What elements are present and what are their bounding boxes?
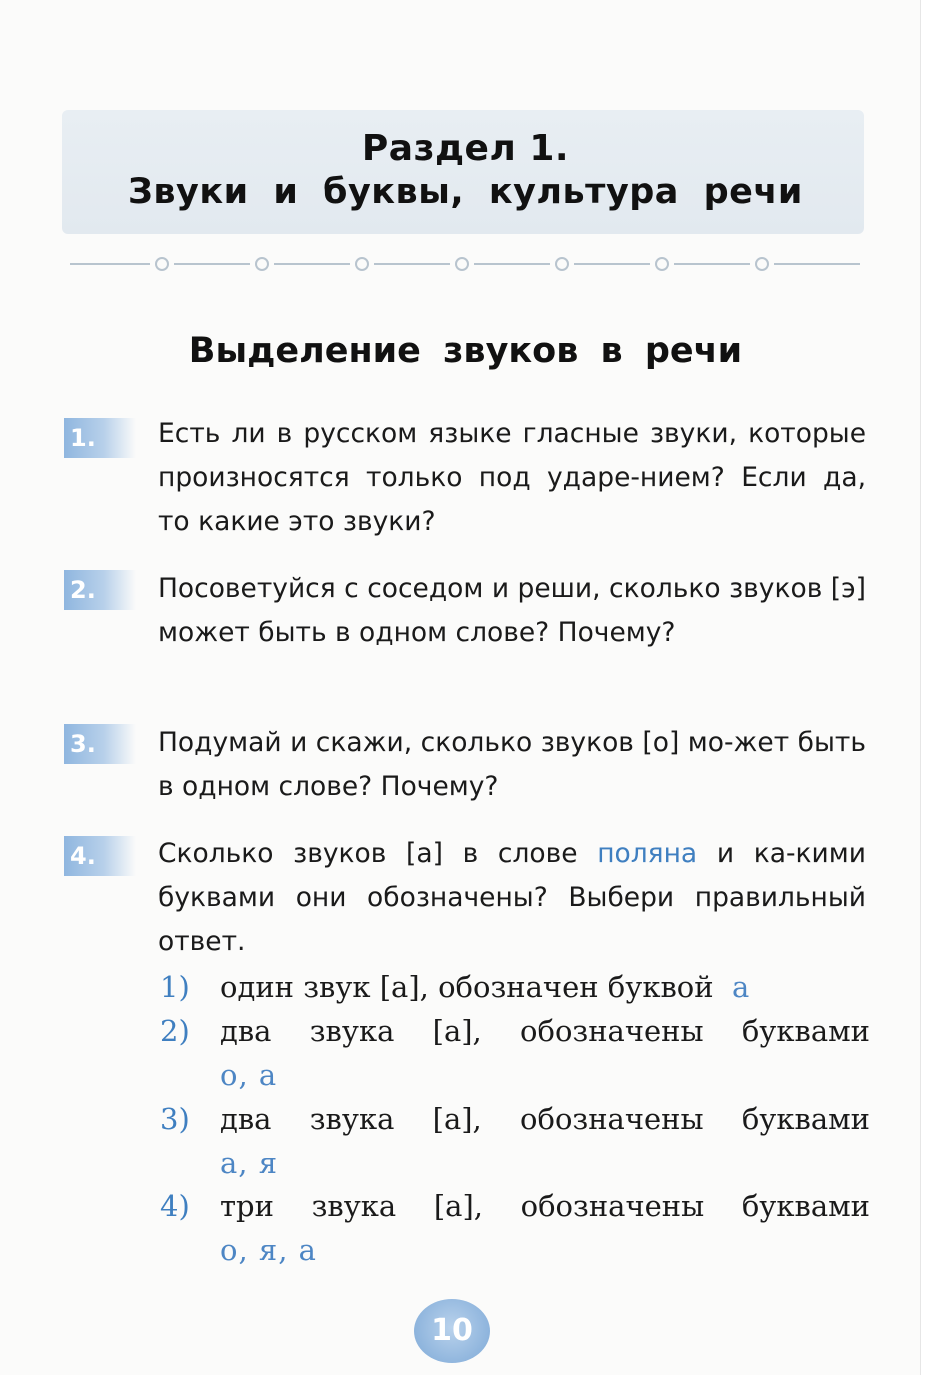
- section-title: Звуки и буквы, культура речи: [128, 172, 803, 212]
- decorative-divider: [70, 255, 860, 273]
- question-1-text: Есть ли в русском языке гласные звуки, которые произносятся только под ударе-нием? Если да, то какие это звуки?: [158, 418, 866, 537]
- option-letters: а: [732, 970, 750, 1004]
- question-3-text: Подумай и скажи, сколько звуков [о] мо-жет быть в одном слове? Почему?: [158, 727, 866, 802]
- question-4-text-after: и ка-кими буквами они обозначены? Выбери правильный ответ.: [158, 838, 866, 957]
- question-2-text: Посоветуйся с соседом и реши, сколько звуков [э] может быть в одном слове? Почему?: [158, 573, 866, 648]
- option-text: три звука [а], обозначены буквами: [220, 1189, 870, 1223]
- option-text: два звука [а], обозначены буквами: [220, 1102, 870, 1136]
- section-label: Раздел 1.: [361, 128, 570, 169]
- page-number: 10: [414, 1299, 490, 1363]
- option-number: 3): [160, 1102, 190, 1136]
- option-number: 1): [160, 970, 190, 1004]
- topic-heading: Выделение звуков в речи: [188, 331, 743, 371]
- option-letters: о, я, а: [220, 1233, 317, 1267]
- option-number: 2): [160, 1014, 190, 1048]
- question-number-badge: 2.: [64, 570, 136, 610]
- question-4-text-before: Сколько звуков [а] в слове: [158, 838, 578, 869]
- option-text-main: один звук [а], обозначен буквой: [220, 970, 714, 1004]
- option-text: [220, 970, 870, 1004]
- question-number-badge: 4.: [64, 836, 136, 876]
- option-letters: а, я: [220, 1146, 279, 1180]
- question-number-badge: 3.: [64, 724, 136, 764]
- question-number-badge: 1.: [64, 418, 136, 458]
- option-letters: о, а: [220, 1058, 278, 1092]
- option-text: два звука [а], обозначены буквами: [220, 1014, 870, 1048]
- page-edge: [920, 0, 931, 1375]
- highlighted-word: поляна: [597, 838, 698, 869]
- question-4-text: [158, 832, 866, 964]
- option-number: 4): [160, 1189, 190, 1223]
